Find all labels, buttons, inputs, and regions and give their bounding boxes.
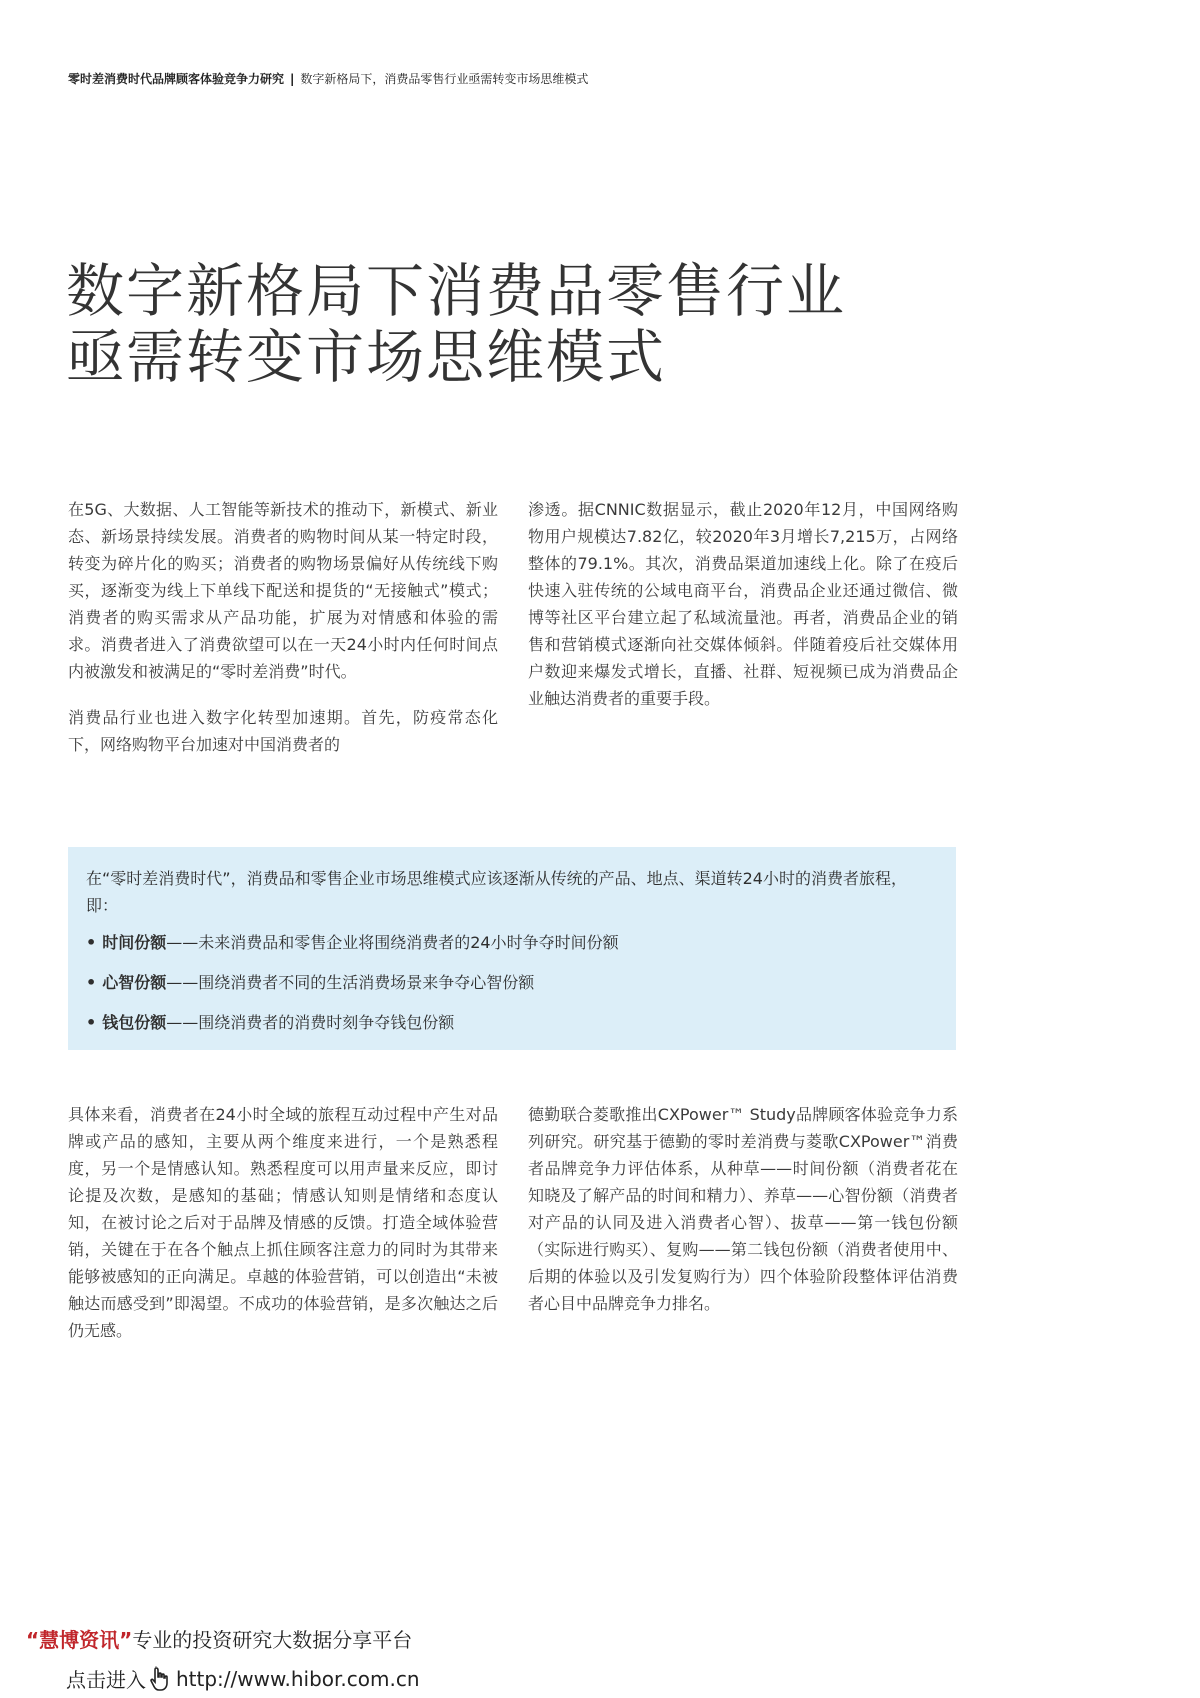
brand-quote-close: ” — [119, 1628, 133, 1652]
section1-right-column — [528, 496, 958, 731]
callout-term: 钱包份额 — [102, 1013, 167, 1032]
running-header — [68, 70, 588, 87]
report-title: 零时差消费时代品牌顾客体验竞争力研究 — [68, 72, 285, 86]
callout-item-mind-share — [86, 969, 936, 996]
callout-term: 心智份额 — [102, 973, 167, 992]
brand-quote-open: “ — [26, 1628, 40, 1652]
page-title-line-1: 数字新格局下消费品零售行业 — [66, 257, 847, 325]
callout-term: 时间份额 — [102, 933, 167, 952]
footer-slogan: 专业的投资研究大数据分享平台 — [132, 1628, 413, 1652]
bullet-icon: • — [86, 1013, 97, 1032]
bullet-icon: • — [86, 973, 97, 992]
callout-item-wallet-share — [86, 1009, 936, 1036]
section2-right-column — [528, 1101, 958, 1336]
enter-label: 点击进入 — [66, 1668, 146, 1692]
section-title: 数字新格局下，消费品零售行业亟需转变市场思维模式 — [300, 72, 589, 86]
callout-box — [68, 847, 956, 1050]
footer-ad — [26, 1624, 412, 1653]
header-separator: | — [290, 72, 295, 86]
paragraph: 德勤联合菱歌推出CXPower™ Study品牌顾客体验竞争力系列研究。研究基于德勤的零时差消费与菱歌CXPower™消费者品牌竞争力评估体系，从种草——时间份额（消费者花在知晓及了解产品的时间和精力）、养草——心智份额（消费者对产品的认同及进入消费者心智）、拔草——第一钱包份额（实际进行购买）、复购——第二钱包份额（消费者使用中、后期的体验以及引发复购行为）四个体验阶段整体评估消费者心目中品牌竞争力排名。 — [528, 1105, 958, 1313]
callout-desc: ——围绕消费者不同的生活消费场景来争夺心智份额 — [166, 973, 535, 992]
callout-intro: 在“零时差消费时代”，消费品和零售企业市场思维模式应该逐渐从传统的产品、地点、渠道转24小时的消费者旅程，即： — [86, 869, 907, 915]
section2-left-column — [68, 1101, 498, 1363]
footer-url-link[interactable]: http://www.hibor.com.cn — [176, 1666, 420, 1691]
paragraph: 在5G、大数据、人工智能等新技术的推动下，新模式、新业态、新场景持续发展。消费者的购物时间从某一特定时段，转变为碎片化的购买；消费者的购物场景偏好从传统线下购买，逐渐变为线上下单线下配送和提货的“无接触式”模式；消费者的购买需求从产品功能，扩展为对情感和体验的需求。消费者进入了消费欲望可以在一天24小时内任何时间点内被激发和被满足的“零时差消费”时代。 — [68, 500, 498, 681]
callout-desc: ——围绕消费者的消费时刻争夺钱包份额 — [166, 1013, 455, 1032]
paragraph: 渗透。据CNNIC数据显示，截止2020年12月，中国网络购物用户规模达7.82亿，较2020年3月增长7,215万，占网络整体的79.1%。其次，消费品渠道加速线上化。除了在疫后快速入驻传统的公域电商平台，消费品企业还通过微信、微博等社区平台建立起了私域流量池。再者，消费品企业的销售和营销模式逐渐向社交媒体倾斜。伴随着疫后社交媒体用户数迎来爆发式增长，直播、社群、短视频已成为消费品企业触达消费者的重要手段。 — [528, 500, 958, 708]
paragraph: 消费品行业也进入数字化转型加速期。首先，防疫常态化下，网络购物平台加速对中国消费者的 — [68, 708, 498, 754]
page-title-line-2: 亟需转变市场思维模式 — [66, 323, 667, 391]
callout-item-time-share — [86, 929, 936, 956]
bullet-icon: • — [86, 933, 97, 952]
callout-desc: ——未来消费品和零售企业将围绕消费者的24小时争夺时间份额 — [166, 933, 619, 952]
section1-left-column — [68, 496, 498, 777]
page-title — [66, 258, 846, 390]
footer-link-row — [66, 1664, 420, 1693]
hand-pointer-icon — [148, 1666, 172, 1692]
brand-name[interactable]: 慧博资讯 — [39, 1628, 120, 1652]
callout-list — [86, 929, 936, 1036]
paragraph: 具体来看，消费者在24小时全域的旅程互动过程中产生对品牌或产品的感知，主要从两个维度来进行，一个是熟悉程度，另一个是情感认知。熟悉程度可以用声量来反应，即讨论提及次数，是感知的基础；情感认知则是情绪和态度认知，在被讨论之后对于品牌及情感的反馈。打造全域体验营销，关键在于在各个触点上抓住顾客注意力的同时为其带来能够被感知的正向满足。卓越的体验营销，可以创造出“未被触达而感受到”即渴望。不成功的体验营销，是多次触达之后仍无感。 — [68, 1105, 498, 1340]
